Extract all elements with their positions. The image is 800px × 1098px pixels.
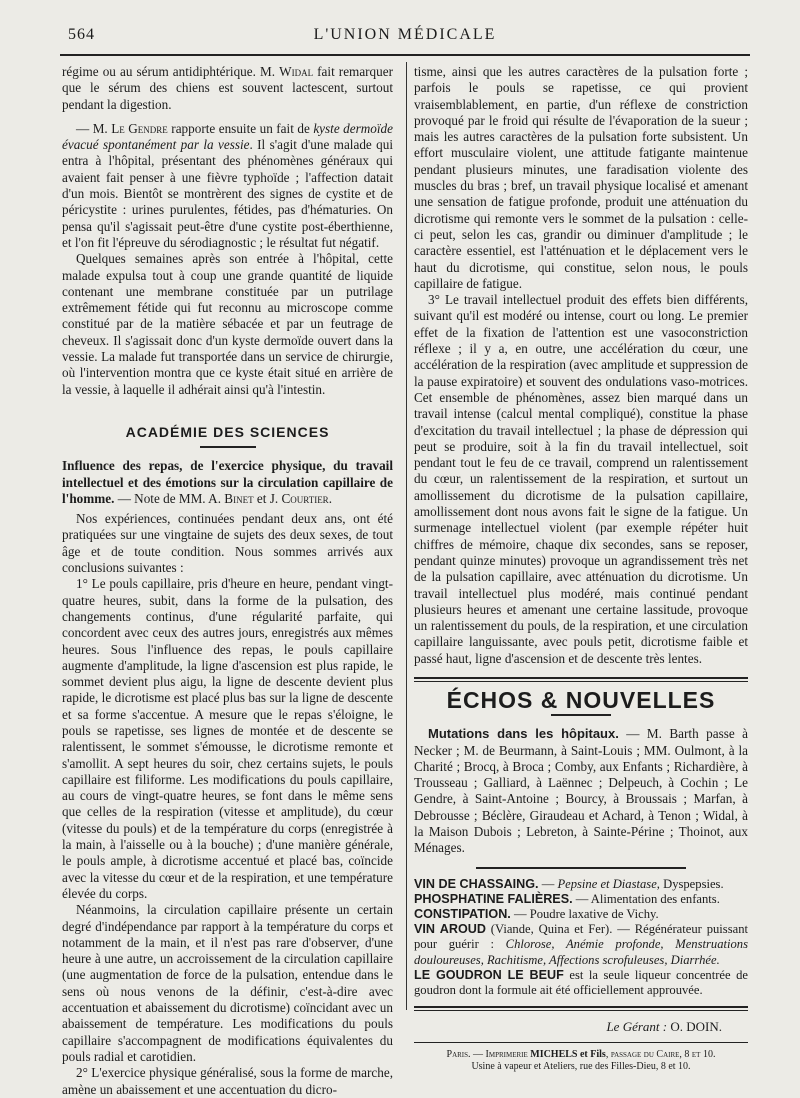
header-rule [60, 54, 750, 56]
running-header [60, 22, 750, 48]
ad-constipation: CONSTIPATION. — Poudre laxative de Vichy. [414, 907, 659, 922]
paragraph: 1° Le pouls capillaire, pris d'heure en heure, pendant vingt-quatre heures, subit, dans la forme de la pulsation, des changements continus, d'une régularité parfaite, qui concordent avec ceux des autres jours, enregistrés aux mêmes heures. Sous l'influence des repas, le pouls capillaire augmente d'amplitude, la ligne d'ascension est plus rapide, le sommet devient plus aigu, la ligne de descente devient plus rapide, le dicrotisme est placé plus bas sur la ligne de descente et sa forme s'accentue. A mesure que le repas s'éloigne, le pouls se rapetisse, ses lignes de montée et de descente se ralentissent, le sommet s'émousse, le dicrotisme remonte et s'amollit. A sept heures du soir, chez certains sujets, le pouls capillaire est filiforme. Les modifications du pouls capillaire, au cours de vingt-quatre heures, se font dans le même sens que celles de la respiration (vitesse et amplitude), du cœur (vitesse du pouls) et de la température du corps (enregistrée à la main, à l'aisselle ou à la bouche) ; d'une manière générale, le pouls ample, à dicrotisme accentué et placé bas, coïncide avec la vitesse du cœur et de la respiration, et une température élevée du corps. [62, 576, 393, 901]
journal-title: L'UNION MÉDICALE [313, 26, 497, 43]
paragraph: tisme, ainsi que les autres caractères de la pulsation forte ; parfois le pouls se rapetisse, ce qui provient vraisemblablement, en partie, d'un réflexe de constriction provoqué par le froid qui résulte de l'évaporation de la sueur ; mais les autres caractères de la pulsation forte subsistent. Un effort musculaire violent, une attitude fatigante maintenue pendant plusieurs minutes, une faradisation violente des muscles du bras ; bref, un travail physique localisé et amenant une sensation de fatigue profonde, produit une atténuation du dicrotisme qui remonte vers le sommet de la pulsation : celle-ci peut, selon les cas, grandir ou diminuer d'amplitude ; le caractère essentiel, est l'atténuation et le déplacement vers le haut du dicrotisme, qui constitue, selon nous, le pouls capillaire de fatigue. [414, 64, 748, 291]
right-column [414, 64, 748, 1073]
ad-vin-aroud: VIN AROUD (Viande, Quina et Fer). — Régénérateur puissant pour guérir : Chlorose, Anémie profonde, Menstruations douloureuses, Rachitisme, Affections scrofuleuses, Diarrhée. [414, 922, 748, 967]
paragraph: Nos expériences, continuées pendant deux ans, ont été pratiquées sur une vingtaine de sujets des deux sexes, de tout âge et de toute condition. Nous sommes arrivés aux conclusions suivantes : [62, 511, 393, 576]
double-rule [414, 677, 748, 682]
imprint-rule [414, 1042, 748, 1043]
section-title: ACADÉMIE DES SCIENCES [125, 423, 330, 440]
paragraph: 3° Le travail intellectuel produit des effets bien différents, suivant qu'il est modéré ou intense, court ou long. Le premier effet de la fixation de l'attention est une vasoconstriction réflexe ; il y a, en outre, une accélération du cœur, une accélération de la respiration (avec amplitude et suppression de la pause expiratoire) et souvent des ondulations vaso-motrices. Cet ensemble de phénomènes, assez bien marqué dans un travail intense (calcul mental compliqué), constitue la phase d'excitation du travail intellectuel ; la phase de dépression qui peut se produire, soit à la fin du travail intellectuel, soit pendant tout le feu de ce travail, comprend un ralentissement du cœur, un ralentissement de la respiration, et surtout un amollissement du dicrotisme de la pulsation capillaire, amollissement dont nous avons fait le signe de la fatigue. Un surmenage intellectuel violent (par exemple répéter huit chiffres de mémoire, chaque dix secondes, sans se reposer, pendant quinze minutes) provoque un agrandissement très net de la pulsation capillaire, avec atténuation du dicrotisme. Un travail intellectuel plus modéré, mais continué pendant plusieurs heures et amenant une certaine lassitude, provoque un ralentissement du pouls, de la respiration, et une circulation capillaire languissante, avec pouls petit, dicrotisme faible et passé haut, ligne d'ascension et de descente très lentes. [414, 292, 748, 666]
paragraph: Néanmoins, la circulation capillaire présente un certain degré d'indépendance par rapport à la température du corps et notamment de la main, et il n'est pas rare d'observer, d'une heure à une autre, un accroissement de la circulation capillaire (une augmentation de force de la pulsation, entendue dans le sens où nous venons de la définir, c'est-à-dire avec accentuation et abaissement du dicrotisme) coïncidant avec un abaissement de température. Les modifications du pouls capillaire s'accompagnent de modifications équivalentes du pouls radial et carotidien. [62, 902, 393, 1064]
ads-rule [476, 867, 686, 869]
section-rule [200, 446, 256, 448]
column-divider [406, 62, 407, 1010]
double-rule [414, 1006, 748, 1011]
ad-phosphatine: PHOSPHATINE FALIÈRES. — Alimentation des enfants. [414, 891, 720, 906]
paragraph: Quelques semaines après son entrée à l'hôpital, cette malade expulsa tout à coup une grande quantité de liquide contenant une membrane constituée par un putrilage extrêmement fétide qui fut reconnu au microscope comme constitué par de la matière sébacée et par un feutrage de cheveux. Il s'agissait donc d'un kyste dermoïde ouvert dans la vessie. La malade fut transportée dans un service de chirurgie, où l'intervention montra que ce kyste était situé en arrière de la vessie, à laquelle il adhérait ainsi qu'à l'intestin. [62, 251, 393, 397]
article-title: Influence des repas, de l'exercice physique, du travail intellectuel et des émotions sur la circulation capillaire de l'homme. — Note de MM. A. Binet et J. Courtier. [62, 458, 393, 506]
paragraph: 2° L'exercice physique généralisé, sous la forme de marche, amène un abaissement et une accentuation du dicro- [62, 1065, 393, 1097]
page-number: 564 [68, 26, 95, 43]
printer-imprint: Paris. — Imprimerie MICHELS et Fils, passage du Caire, 8 et 10. Usine à vapeur et Ateliers, rue des Filles-Dieu, 8 et 10. [446, 1048, 716, 1072]
mutations-paragraph: Mutations dans les hôpitaux. — M. Barth passe à Necker ; M. de Beurmann, à Saint-Louis ; MM. Oulmont, à la Charité ; Brocq, à Broca ; Comby, aux Enfants ; Richardière, à Trousseau ; Galliard, à Laënnec ; Delpeuch, à Cochin ; Le Gendre, à Saint-Antoine ; Bourcy, à Broussais ; Marfan, à Debrousse ; Béclère, Giraudeau et Achard, à Tenon ; Widal, à la Maison Dubois ; Lebreton, à Sainte-Périne ; Thoinot, aux Ménages. [414, 726, 748, 856]
section-rule [551, 714, 611, 716]
paragraph: régime ou au sérum antidiphtérique. M. Widal fait remarquer que le sérum des chiens est souvent lactescent, surtout pendant la digestion. [62, 64, 393, 112]
echos-title: ÉCHOS & NOUVELLES [446, 686, 716, 713]
paragraph: — M. Le Gendre rapporte ensuite un fait de kyste dermoïde évacué spontanément par la vessie. Il s'agit d'une malade qui entra à l'hôpital, présentant des phénomènes généraux qui avaient fait penser à une fièvre typhoïde ; l'affection datait d'un mois. Bientôt se montrèrent des signes de cystite et de péricystite : urines purulentes, fétides, pas d'hématuries. On pensa qu'il s'agissait peut-être d'une cystite post-éberthienne, et l'on fit l'épreuve du sérodiagnostic ; le résultat fut négatif. [62, 120, 394, 250]
ad-goudron: LE GOUDRON LE BEUF est la seule liqueur concentrée de goudron dont la formule ait été officiellement approuvée. [414, 967, 748, 998]
gerant-signature: Le Gérant : O. DOIN. [606, 1019, 722, 1035]
ad-vin-chassaing: VIN DE CHASSAING. — Pepsine et Diastase, Dyspepsies. [414, 876, 724, 891]
left-column [62, 64, 393, 1098]
